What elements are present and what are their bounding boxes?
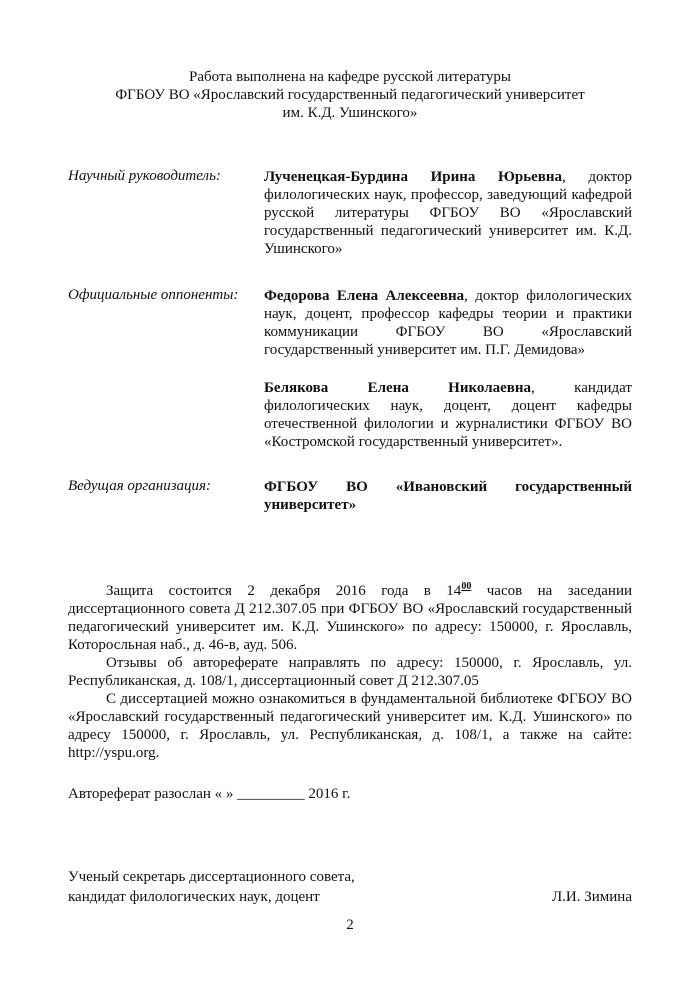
dispatch-line: Автореферат разослан « » _________ 2016 г.: [68, 786, 351, 802]
page-number: 2: [346, 917, 354, 933]
opponent-2-details: , кандидат филологических наук, доцент, доцент кафедры отечественной филологии и журналистики ФГБОУ ВО «Костромской государственный университет».: [264, 380, 632, 450]
opponent-2-name: Белякова Елена Николаевна: [264, 380, 532, 396]
opponent-1-name: Федорова Елена Алексеевна: [264, 288, 465, 304]
supervisor-label: Научный руководитель:: [68, 168, 221, 184]
lead-org-label: Ведущая организация:: [68, 478, 212, 494]
defense-text-a: Защита состоится 2 декабря 2016 года в 14: [106, 583, 462, 599]
defense-time-minutes: 00: [461, 581, 472, 592]
defense-paragraph: [68, 578, 632, 654]
page-header: [60, 68, 640, 122]
supervisor-name: Лученецкая-Бурдина Ирина Юрьевна: [264, 169, 563, 185]
supervisor-info: [264, 168, 632, 258]
reviews-paragraph: Отзывы об автореферате направлять по адресу: 150000, г. Ярославль, ул. Республиканская, д. 108/1, диссертационный совет Д 212.307.05: [68, 655, 632, 689]
opponents-label: Официальные оппоненты:: [68, 287, 239, 303]
library-paragraph: С диссертацией можно ознакомиться в фундаментальной библиотеке ФГБОУ ВО «Ярославский государственный педагогический университет им. К.Д. Ушинского» по адресу 150000, г. Ярославль, ул. Республиканская, д. 108/1, а также на сайте: http://yspu.org.: [68, 691, 632, 761]
lead-org-info: [264, 478, 632, 514]
supervisor-details: , доктор филологических наук, профессор, заведующий кафедрой русской литературы ФГБОУ ВО «Ярославский государственный педагогический университет им. К.Д. Ушинского»: [264, 169, 632, 257]
header-line-2: ФГБОУ ВО «Ярославский государственный педагогический университет: [115, 87, 585, 103]
opponent-1-info: [264, 287, 632, 359]
secretary-line-1: Ученый секретарь диссертационного совета,: [68, 869, 355, 885]
opponent-1-details: , доктор филологических наук, доцент, профессор кафедры теории и практики коммуникации ФГБОУ ВО «Ярославский государственный университет им. П.Г. Демидова»: [264, 288, 632, 358]
defense-info: [68, 578, 632, 762]
header-line-3: им. К.Д. Ушинского»: [282, 105, 418, 121]
secretary-line-2: кандидат филологических наук, доцент: [68, 889, 320, 905]
header-line-1: Работа выполнена на кафедре русской литературы: [189, 69, 511, 85]
opponent-2-info: [264, 379, 632, 451]
secretary-name: Л.И. Зимина: [551, 889, 632, 905]
lead-org-name: ФГБОУ ВО «Ивановский государственный университет»: [264, 479, 632, 513]
defense-text-b: часов на заседании диссертационного совета Д 212.307.05 при ФГБОУ ВО «Ярославский государственный педагогический университет им. К.Д. Ушинского» по адресу: 150000, г. Ярославль, Которосльная наб., д. 46-в, ауд. 506.: [68, 583, 632, 653]
